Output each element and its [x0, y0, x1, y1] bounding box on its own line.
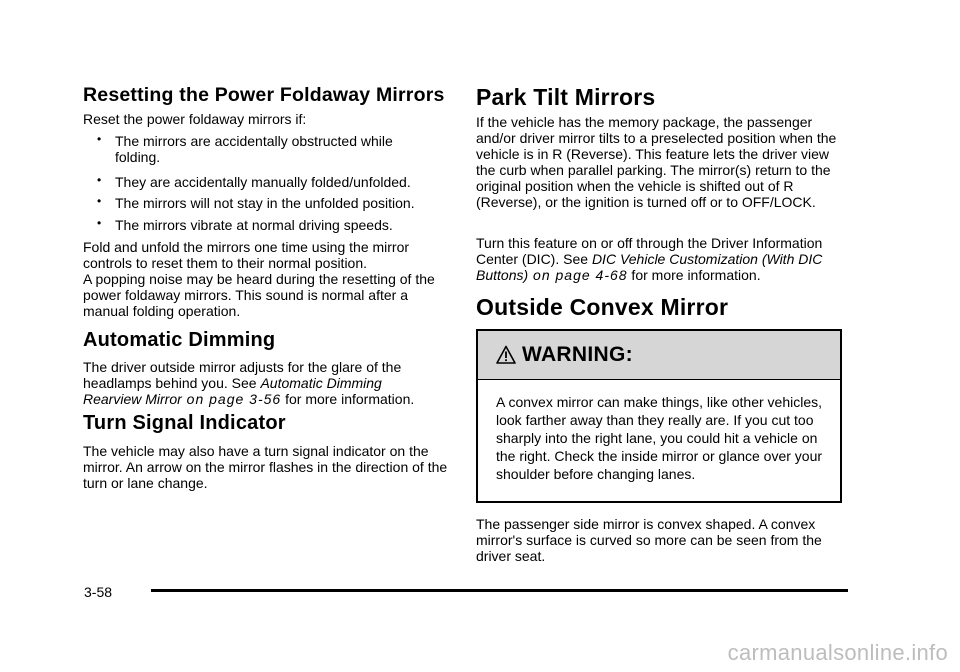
footer-divider	[151, 589, 848, 592]
bullet-item: • The mirrors vibrate at normal driving speeds.	[97, 216, 393, 233]
park-tilt-paragraph-1: If the vehicle has the memory package, the passenger and/or driver mirror tilts to a preselected position when the vehicle is in R (Reverse). This feature lets the driver view the curb when parallel parking. The mirror(s) return to the original position when the vehicle is shifted out of R (Reverse), or the ignition is turned off or to OFF/LOCK.	[476, 114, 837, 210]
bullet-icon: •	[97, 173, 102, 187]
automatic-dimming-text: The driver outside mirror adjusts for the glare of the headlamps behind you. See Automatic Dimming Rearview Mirror on page 3‑56 for more information.	[83, 359, 415, 407]
turn-signal-heading: Turn Signal Indicator	[83, 412, 286, 434]
page-number: 3-58	[84, 584, 113, 600]
reset-intro: Reset the power foldaway mirrors if:	[83, 111, 307, 127]
bullet-icon: •	[97, 132, 102, 146]
convex-mirror-text: The passenger side mirror is convex shaped. A convex mirror's surface is curved so more can be seen from the driver seat.	[476, 516, 822, 564]
page-reference: on page 4‑68	[528, 267, 628, 283]
warning-title: WARNING:	[522, 343, 633, 366]
cross-reference-link[interactable]: Automatic Dimming Rearview Mirror	[83, 375, 382, 407]
page-reference: on page 3‑56	[181, 391, 282, 407]
reset-paragraph-1: Fold and unfold the mirrors one time using the mirror controls to reset them to their normal position.	[83, 239, 410, 271]
cross-reference-link[interactable]: DIC Vehicle Customization (With DIC Buttons)	[476, 251, 823, 283]
warning-header	[478, 331, 840, 380]
reset-paragraph-2: A popping noise may be heard during the resetting of the power foldaway mirrors. This sound is normal after a manual folding operation.	[83, 271, 435, 319]
bullet-item: • The mirrors are accidentally obstructed while folding.	[97, 132, 393, 165]
bullet-icon: •	[97, 194, 102, 208]
warning-triangle-icon	[496, 345, 516, 365]
watermark: carmanualsonline.info	[727, 640, 948, 665]
park-tilt-paragraph-2: Turn this feature on or off through the Driver Information Center (DIC). See DIC Vehicle Customization (With DIC Buttons) on page 4‑68 for more information.	[476, 235, 823, 283]
automatic-dimming-heading: Automatic Dimming	[83, 329, 276, 351]
bullet-icon: •	[97, 216, 102, 230]
bullet-item: • The mirrors will not stay in the unfolded position.	[97, 194, 415, 211]
turn-signal-text: The vehicle may also have a turn signal indicator on the mirror. An arrow on the mirror flashes in the direction of the turn or lane change.	[83, 443, 448, 491]
convex-mirror-heading: Outside Convex Mirror	[476, 294, 729, 320]
reset-heading: Resetting the Power Foldaway Mirrors	[83, 84, 445, 106]
park-tilt-heading: Park Tilt Mirrors	[476, 84, 656, 110]
bullet-item: • They are accidentally manually folded/unfolded.	[97, 173, 411, 190]
warning-box	[476, 329, 842, 503]
warning-body: A convex mirror can make things, like other vehicles, look farther away than they really are. If you cut too sharply into the right lane, you could hit a vehicle on the right. Check the inside mirror or glance over your shoulder before changing lanes.	[496, 394, 823, 482]
